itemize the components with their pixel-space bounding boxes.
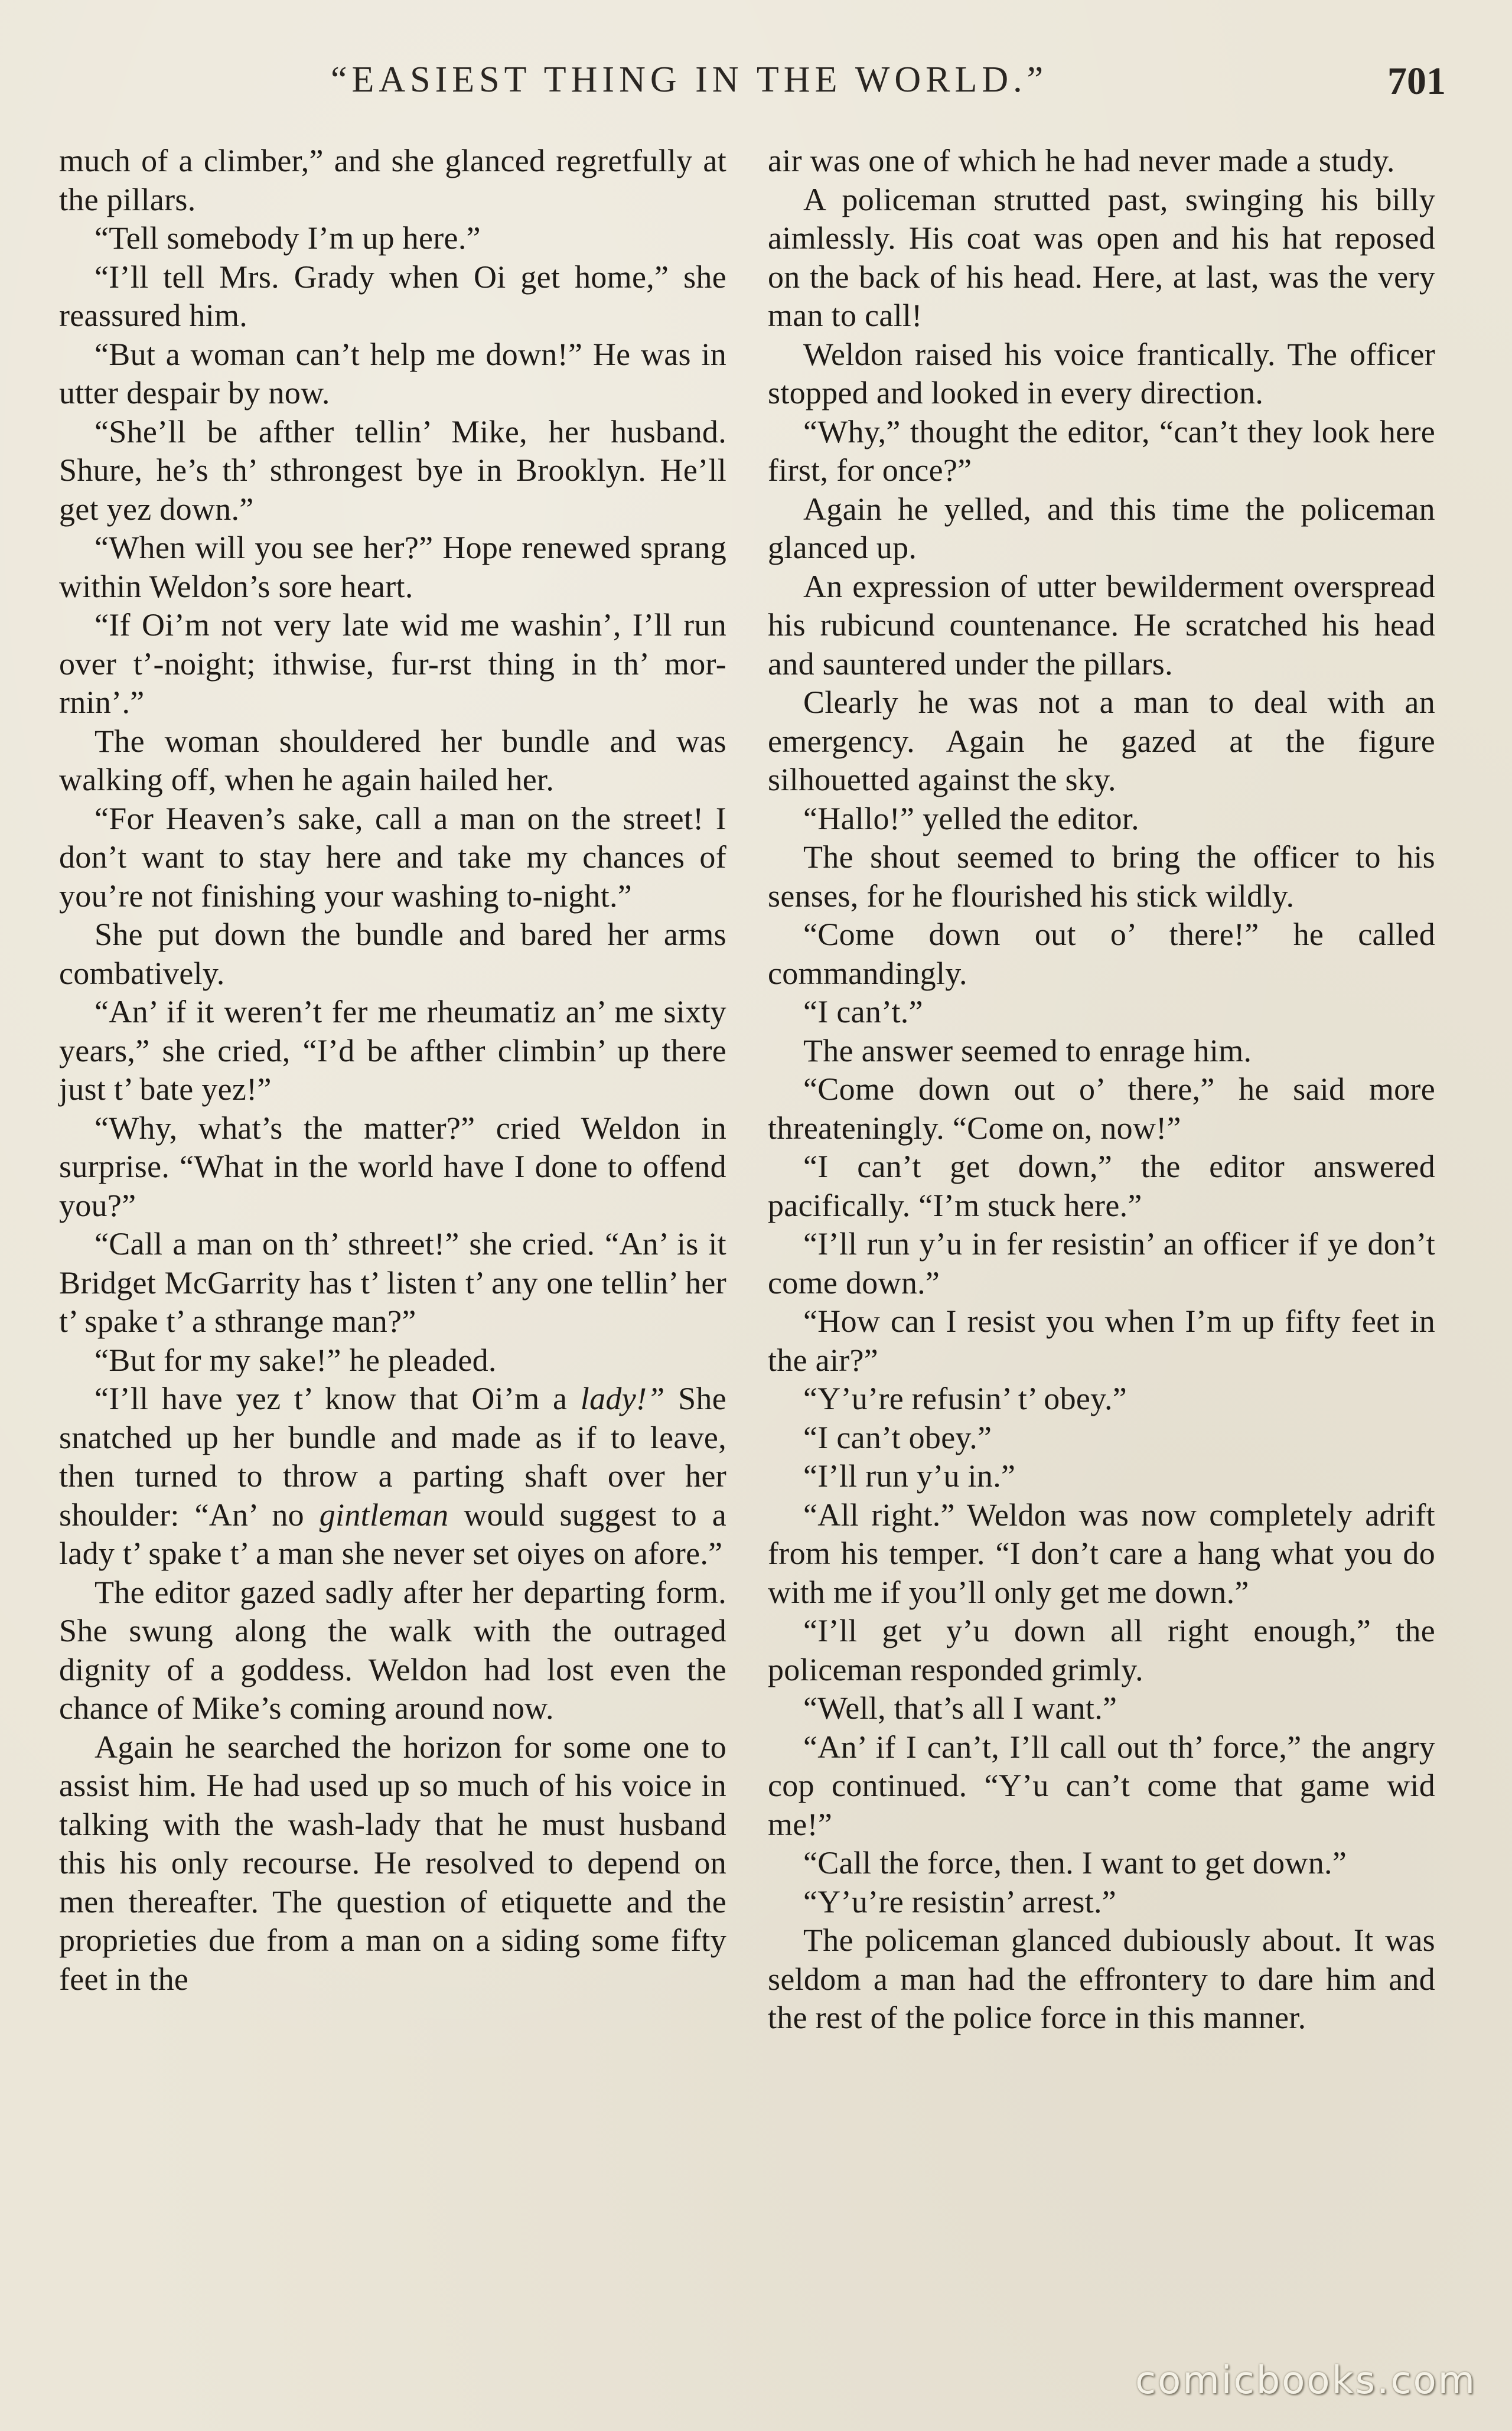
paragraph-text: would suggest to a lady t’ spake t’ a man she never set oiyes on afore.” bbox=[59, 1497, 727, 1571]
paragraph: “Why, what’s the matter?” cried Weldon in surprise. “What in the world have I done to offend you?” bbox=[59, 1110, 726, 1223]
page-number: 701 bbox=[1387, 60, 1446, 103]
paragraph: The answer seemed to enrage him. bbox=[803, 1032, 1252, 1068]
paragraph: “I can’t obey.” bbox=[803, 1419, 992, 1455]
paragraph: “All right.” Weldon was now completely adrift from his temper. “I don’t care a hang what you do with me if you’ll only get me down.” bbox=[768, 1497, 1435, 1610]
paragraph: air was one of which he had never made a study. bbox=[768, 143, 1395, 178]
paragraph: “Tell somebody I’m up here.” bbox=[94, 220, 481, 256]
paragraph: An expression of utter bewilderment overspread his rubicund countenance. He scratched his head and sauntered under the pillars. bbox=[768, 568, 1435, 682]
paragraph: “Come down out o’ there,” he said more threateningly. “Come on, now!” bbox=[768, 1071, 1435, 1146]
paragraph: The policeman glanced dubiously about. It was seldom a man had the effrontery to dare him and the rest of the police force in this manner. bbox=[768, 1922, 1435, 2035]
right-column bbox=[768, 142, 1435, 2038]
paragraph: She put down the bundle and bared her arms combatively. bbox=[59, 917, 726, 991]
paragraph: “I can’t get down,” the editor answered pacifically. “I’m stuck here.” bbox=[768, 1149, 1435, 1223]
paragraph: “Call a man on th’ sthreet!” she cried. “An’ is it Bridget McGarrity has t’ listen t’ any one tellin’ her t’ spake t’ a sthrange man?” bbox=[59, 1226, 726, 1339]
emphasis-text: lady!” bbox=[580, 1381, 665, 1416]
paragraph-text: She snatched up her bundle and made as if to leave, then turned to throw a parting shaft over her shoulder: “An’ no bbox=[59, 1381, 726, 1533]
paragraph: The shout seemed to bring the officer to his senses, for he flourished his stick wildly. bbox=[768, 839, 1435, 914]
paragraph: “How can I resist you when I’m up fifty feet in the air?” bbox=[768, 1304, 1435, 1378]
paragraph: “I’ll run y’u in fer resistin’ an officer if ye don’t come down.” bbox=[768, 1226, 1435, 1301]
paragraph: Again he yelled, and this time the policeman glanced up. bbox=[768, 491, 1435, 565]
paragraph: “Why,” thought the editor, “can’t they look here first, for once?” bbox=[768, 413, 1435, 488]
paragraph: “Call the force, then. I want to get down.” bbox=[803, 1845, 1347, 1881]
paragraph-text: “I’ll have yez t’ know that Oi’m a bbox=[94, 1381, 581, 1416]
paragraph: “She’ll be afther tellin’ Mike, her husband. Shure, he’s th’ sthrongest bye in Brooklyn. He’ll get yez down.” bbox=[59, 413, 726, 527]
paragraph: “For Heaven’s sake, call a man on the street! I don’t want to stay here and take my chances of you’re not finishing your washing to-night.” bbox=[59, 800, 726, 914]
paragraph: A policeman strutted past, swinging his billy aimlessly. His coat was open and his hat reposed on the back of his head. Here, at last, was the very man to call! bbox=[768, 181, 1435, 333]
paragraph: “An’ if I can’t, I’ll call out th’ force,” the angry cop continued. “Y’u can’t come that game wid me!” bbox=[768, 1729, 1435, 1842]
paragraph: “I can’t.” bbox=[803, 994, 923, 1029]
paragraph bbox=[59, 1380, 726, 1573]
paragraph: much of a climber,” and she glanced regretfully at the pillars. bbox=[59, 143, 726, 217]
paragraph: “But a woman can’t help me down!” He was in utter despair by now. bbox=[59, 336, 726, 410]
watermark: comicbooks.com bbox=[1135, 2359, 1477, 2403]
paragraph: “I’ll run y’u in.” bbox=[803, 1458, 1016, 1494]
paragraph: “An’ if it weren’t fer me rheumatiz an’ me sixty years,” she cried, “I’d be afther climbin’ up there just t’ bate yez!” bbox=[59, 994, 726, 1107]
paragraph: “Y’u’re refusin’ t’ obey.” bbox=[803, 1381, 1128, 1416]
left-column bbox=[59, 142, 726, 1999]
paragraph: Again he searched the horizon for some one to assist him. He had used up so much of his voice in talking with the wash-lady that he must husband this his only recourse. He resolved to depend on men thereafter. The question of etiquette and the proprieties due from a man on a siding some fifty feet in the bbox=[59, 1729, 726, 1997]
paragraph: “But for my sake!” he pleaded. bbox=[94, 1342, 497, 1378]
paragraph: “Well, that’s all I want.” bbox=[803, 1690, 1117, 1726]
running-head: “EASIEST THING IN THE WORLD.” bbox=[331, 60, 1048, 100]
paragraph: Weldon raised his voice frantically. The officer stopped and looked in every direction. bbox=[768, 336, 1435, 410]
paragraph: Clearly he was not a man to deal with an emergency. Again he gazed at the figure silhouetted against the sky. bbox=[768, 685, 1435, 797]
paragraph: “If Oi’m not very late wid me washin’, I’ll run over t’-noight; ithwise, fur-rst thing in th’ mor-rnin’.” bbox=[59, 607, 726, 720]
paragraph: “Come down out o’ there!” he called commandingly. bbox=[768, 917, 1435, 991]
paragraph: “When will you see her?” Hope renewed sprang within Weldon’s sore heart. bbox=[59, 530, 726, 604]
paragraph: “Y’u’re resistin’ arrest.” bbox=[803, 1883, 1117, 1920]
paragraph: “I’ll get y’u down all right enough,” the policeman responded grimly. bbox=[768, 1613, 1435, 1687]
paragraph: The editor gazed sadly after her departing form. She swung along the walk with the outraged dignity of a goddess. Weldon had lost even the chance of Mike’s coming around now. bbox=[59, 1574, 726, 1726]
paragraph: “Hallo!” yelled the editor. bbox=[803, 800, 1139, 836]
emphasis-text: gintleman bbox=[319, 1497, 449, 1533]
paragraph: The woman shouldered her bundle and was walking off, when he again hailed her. bbox=[59, 723, 726, 797]
paragraph: “I’ll tell Mrs. Grady when Oi get home,” she reassured him. bbox=[59, 259, 726, 333]
